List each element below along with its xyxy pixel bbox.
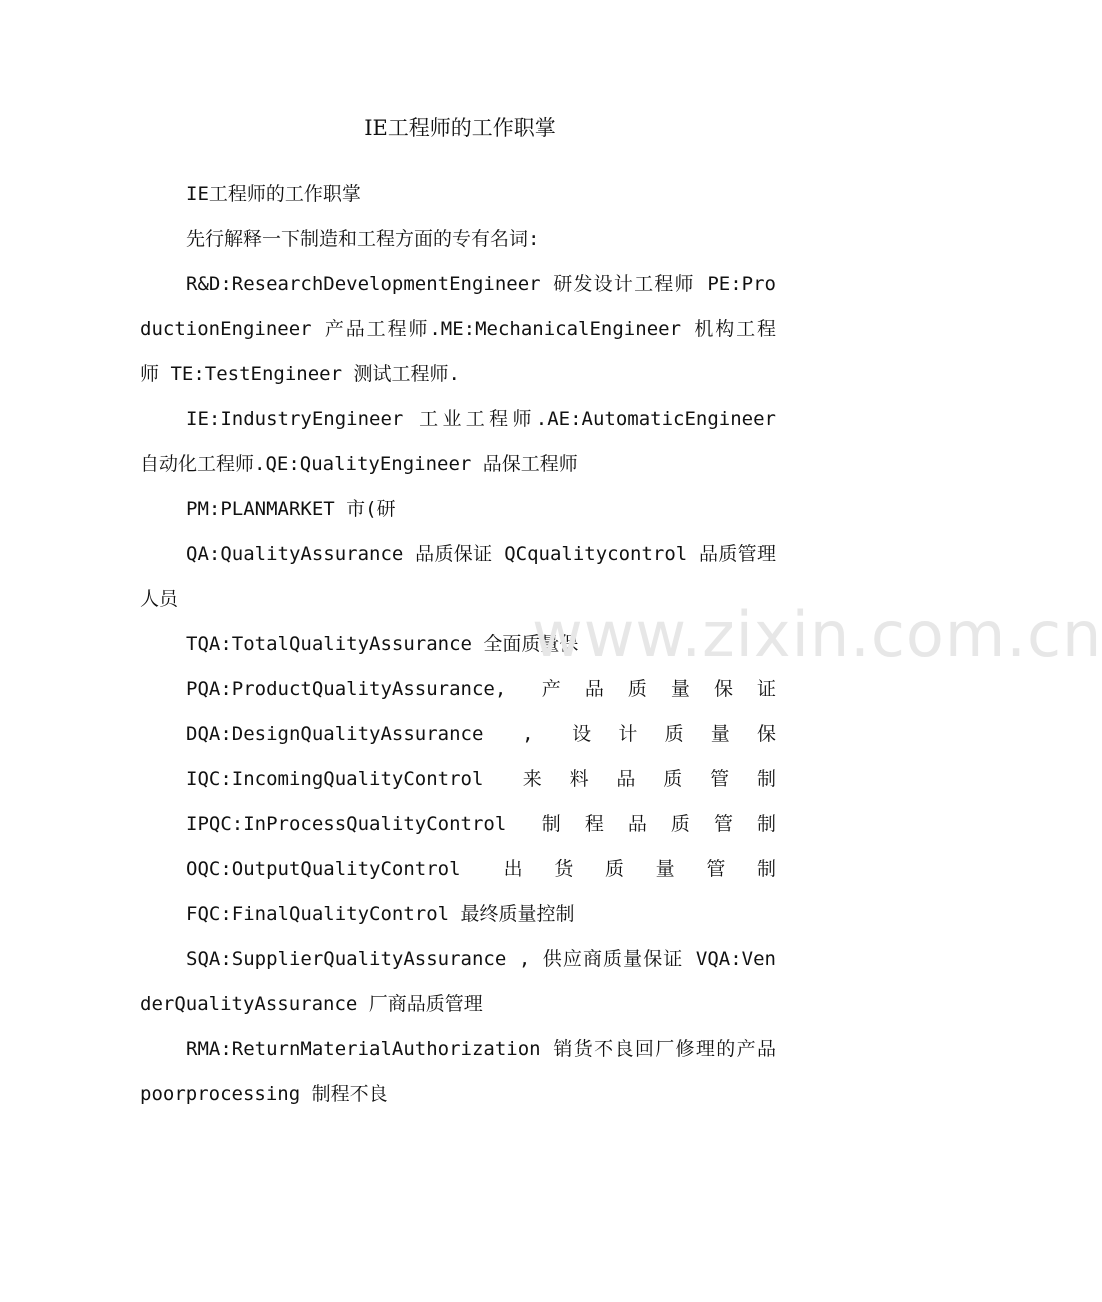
paragraph-iqc: IQC:IncomingQualityControl 来料品质管制 (186, 768, 776, 790)
paragraph-heading: IE工程师的工作职掌 (186, 183, 361, 205)
paragraph-rma: RMA:ReturnMaterialAuthorization 销货不良回厂修理的产品 poorprocessing 制程不良 (140, 1038, 788, 1105)
paragraph-fqc: FQC:FinalQualityControl 最终质量控制 (186, 903, 575, 925)
paragraph-pm: PM:PLANMARKET 市(研 (186, 498, 396, 520)
paragraph-ipqc: IPQC:InProcessQualityControl 制程品质管制 (186, 813, 776, 835)
paragraph-sqa-vqa: SQA:SupplierQualityAssurance , 供应商质量保证 VQA:VenderQualityAssurance 厂商品质管理 (140, 948, 776, 1015)
paragraph-qa-qc: QA:QualityAssurance 品质保证 QCqualitycontrol 品质管理人员 (140, 543, 776, 610)
paragraph-pqa: PQA:ProductQualityAssurance, 产品质量保证 (186, 678, 776, 700)
paragraph-dqa: DQA:DesignQualityAssurance , 设计质量保 (186, 723, 776, 745)
document-title: IE工程师的工作职掌 (364, 116, 556, 140)
watermark: www.zixin.com.cn (532, 598, 1102, 671)
paragraph-ie-ae-qe: IE:IndustryEngineer 工业工程师.AE:AutomaticEngineer 自动化工程师.QE:QualityEngineer 品保工程师 (140, 408, 788, 475)
paragraph-intro: 先行解释一下制造和工程方面的专有名词: (186, 228, 540, 250)
paragraph-rd-pe-me-te: R&D:ResearchDevelopmentEngineer 研发设计工程师 PE:ProductionEngineer 产品工程师.ME:MechanicalEngineer 机构工程师 TE:TestEngineer 测试工程师. (140, 273, 776, 385)
document-body (140, 172, 788, 1117)
paragraph-oqc: OQC:OutputQualityControl 出货质量管制 (186, 858, 776, 880)
paragraph-tqa: TQA:TotalQualityAssurance 全面质量保 (186, 633, 579, 655)
